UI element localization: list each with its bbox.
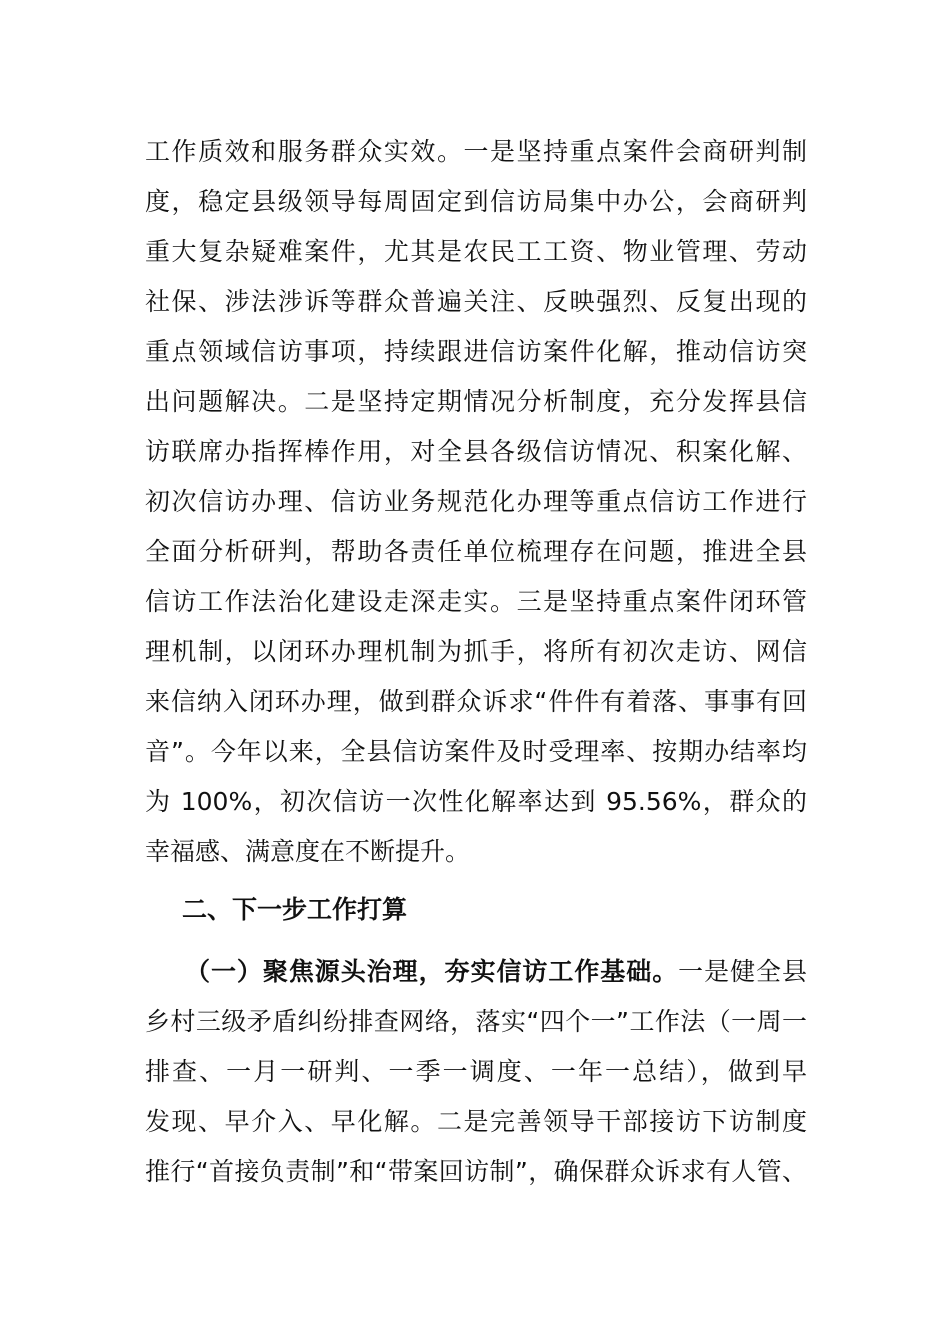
- text-line: 初次信访办理、信访业务规范化办理等重点信访工作进行: [145, 487, 807, 516]
- text-line: 推行“首接负责制”和“带案回访制”，确保群众诉求有人管、: [145, 1157, 807, 1186]
- paragraph-source-governance: [145, 947, 807, 1197]
- text-line: 工作质效和服务群众实效。一是坚持重点案件会商研判制: [145, 137, 807, 166]
- text-line: 社保、涉法涉诉等群众普遍关注、反映强烈、反复出现的: [145, 287, 807, 316]
- text-line: 访联席办指挥棒作用，对全县各级信访情况、积案化解、: [145, 437, 807, 466]
- text-line: 发现、早介入、早化解。二是完善领导干部接访下访制度: [145, 1107, 807, 1136]
- text-line: 来信纳入闭环办理，做到群众诉求“件件有着落、事事有回: [145, 687, 807, 716]
- text-line: 乡村三级矛盾纠纷排查网络，落实“四个一”工作法（一周一: [145, 1007, 807, 1036]
- text-line: 全面分析研判，帮助各责任单位梳理存在问题，推进全县: [145, 537, 807, 566]
- paragraph-work-efficiency: [145, 127, 807, 877]
- text-line: 出问题解决。二是坚持定期情况分析制度，充分发挥县信: [145, 387, 807, 416]
- section-heading-next-steps: [182, 885, 682, 935]
- text-line: 排查、一月一研判、一季一调度、一年一总结），做到早: [145, 1057, 807, 1086]
- text-line: [145, 947, 807, 997]
- text-line: 幸福感、满意度在不断提升。: [145, 837, 471, 866]
- text-line: 音”。今年以来，全县信访案件及时受理率、按期办结率均: [145, 737, 807, 766]
- text-line: 重点领域信访事项，持续跟进信访案件化解，推动信访突: [145, 337, 807, 366]
- text-line: 理机制，以闭环办理机制为抓手，将所有初次走访、网信: [145, 637, 807, 666]
- text-line: 重大复杂疑难案件，尤其是农民工工资、物业管理、劳动: [145, 237, 807, 266]
- subsection-heading: （一）聚焦源头治理，夯实信访工作基础。: [185, 957, 679, 986]
- text-line: 度，稳定县级领导每周固定到信访局集中办公，会商研判: [145, 187, 807, 216]
- text-line: 为 100%，初次信访一次性化解率达到 95.56%，群众的: [145, 787, 807, 816]
- text-run: 一是健全县: [678, 957, 807, 986]
- section-heading: 二、下一步工作打算: [182, 895, 408, 924]
- text-line: 信访工作法治化建设走深走实。三是坚持重点案件闭环管: [145, 587, 807, 616]
